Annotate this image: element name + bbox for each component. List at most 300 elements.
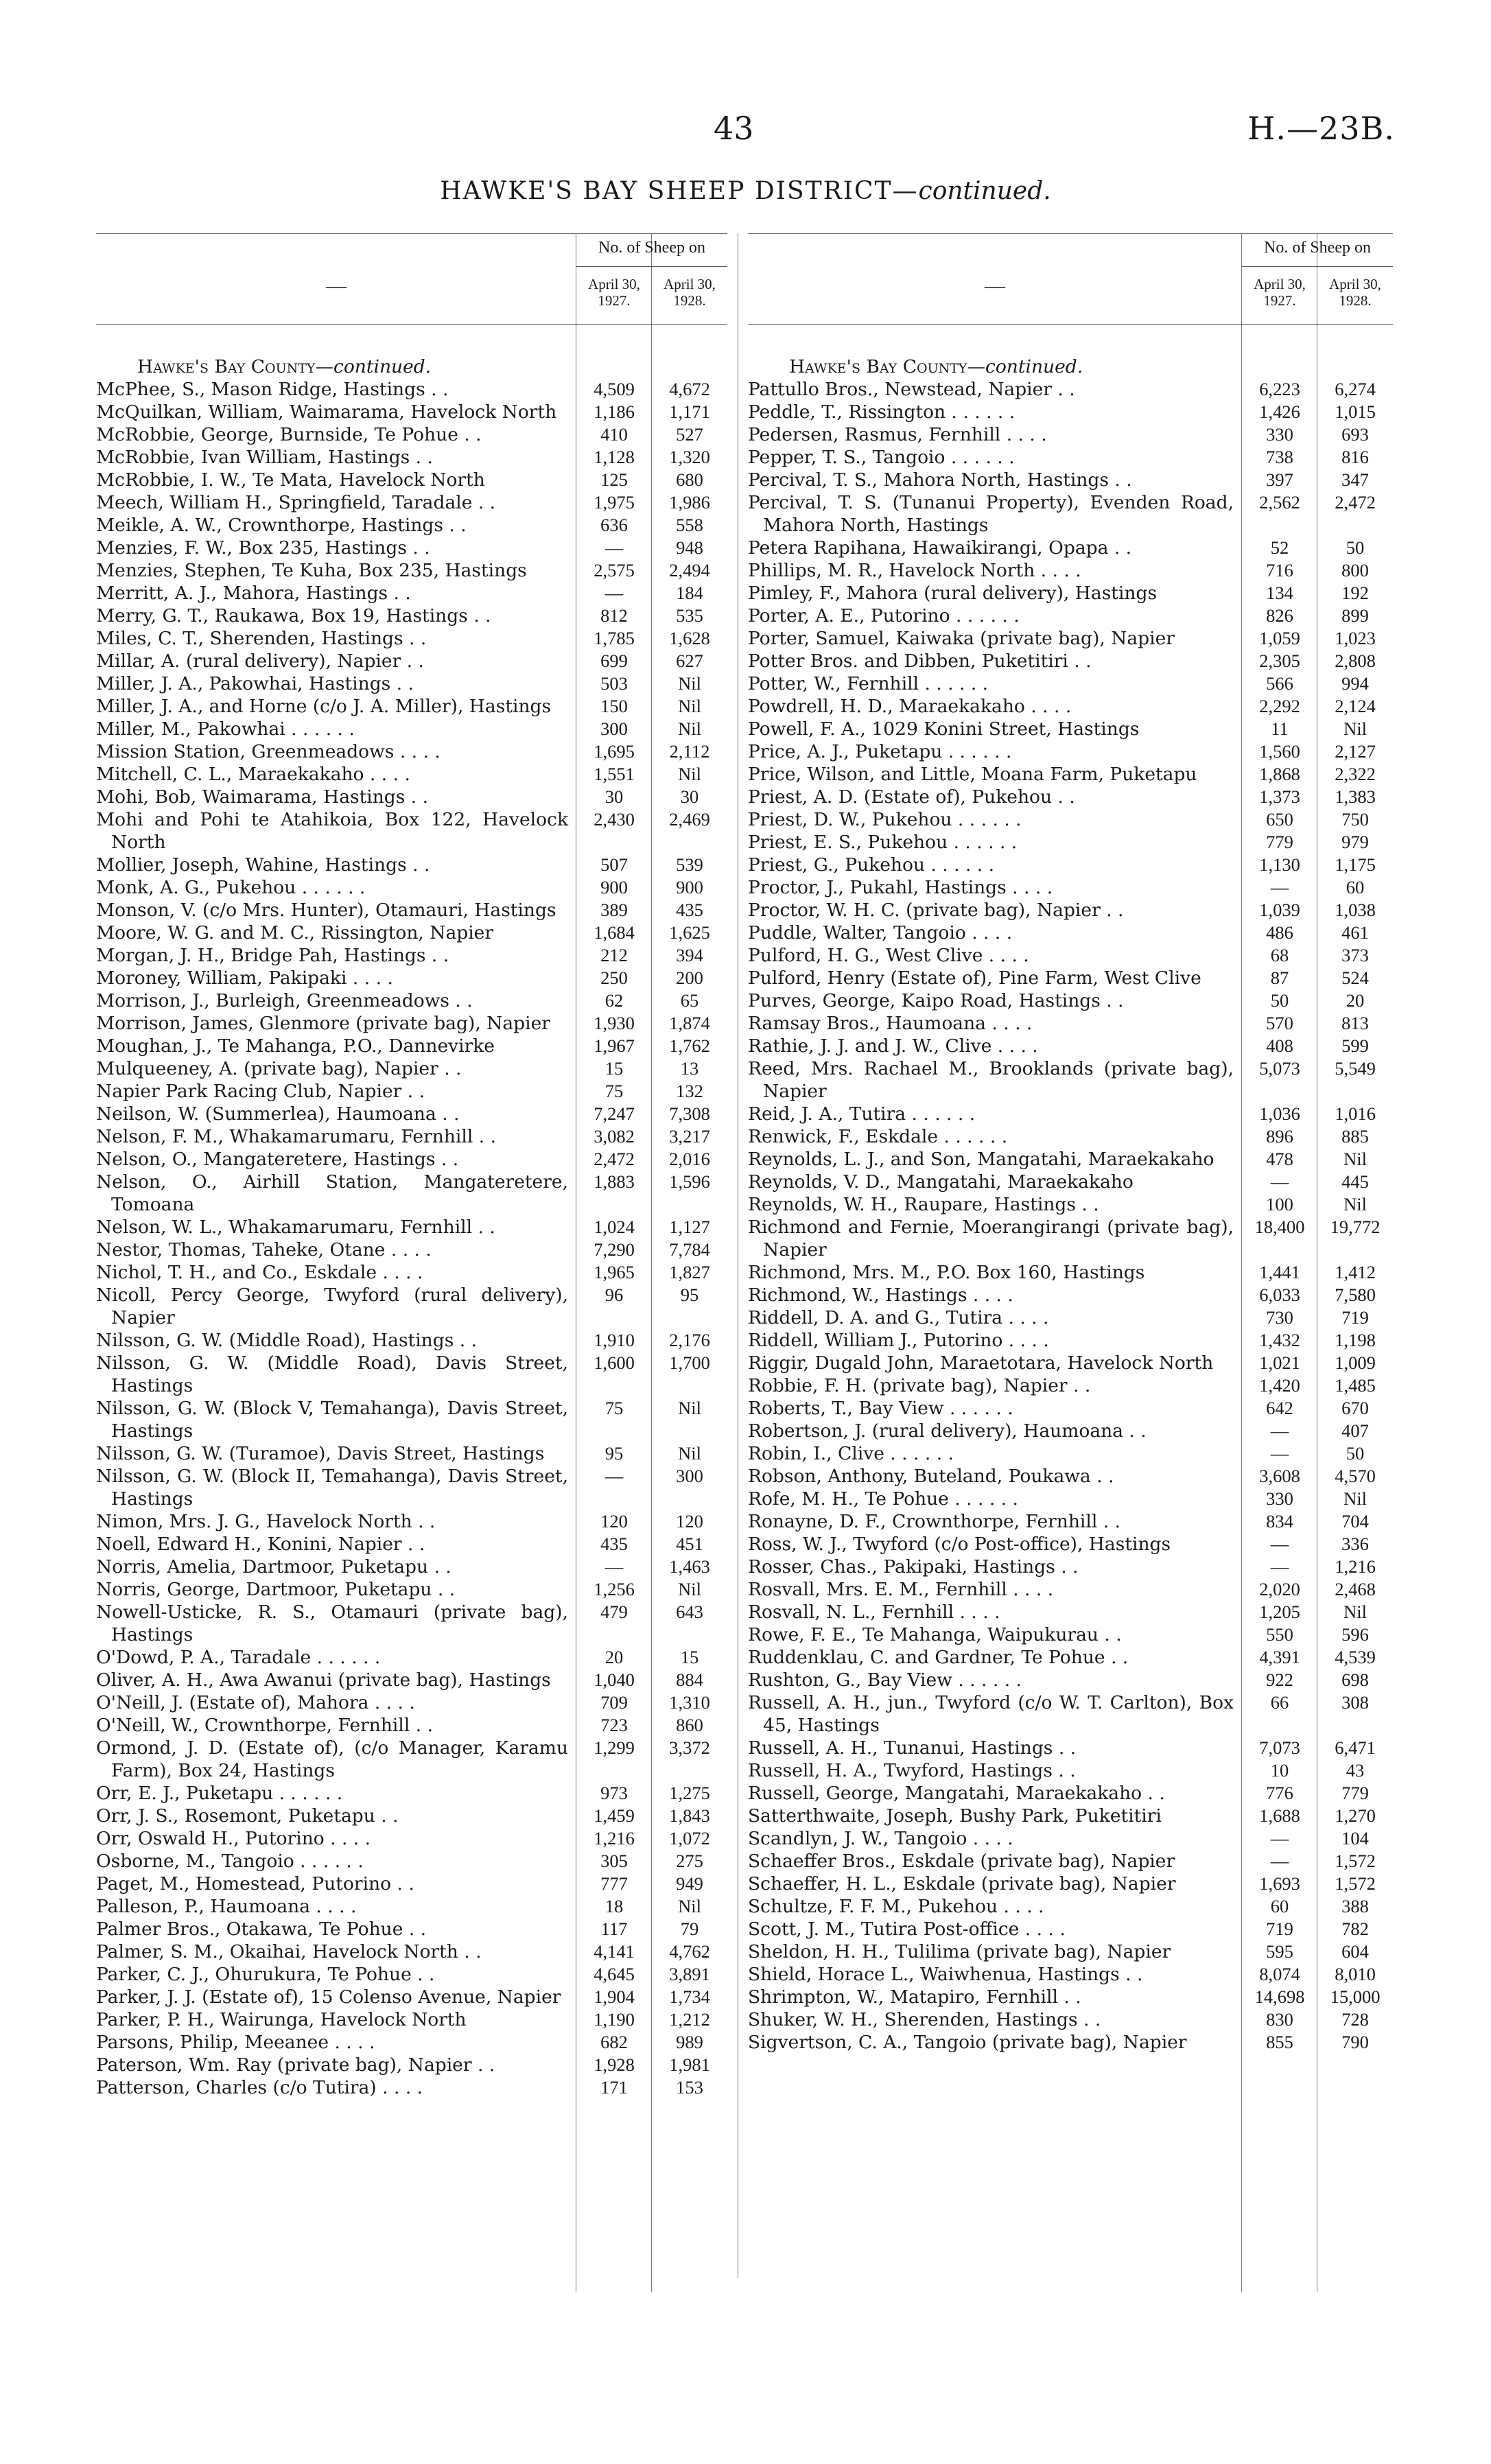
table-row bbox=[748, 559, 1393, 582]
owner-name: Millar, A. (rural delivery), Napier . . bbox=[96, 650, 424, 672]
sheep-1927: 826 bbox=[1266, 605, 1293, 626]
table-row bbox=[96, 1940, 727, 1963]
table-row bbox=[96, 1556, 727, 1578]
owner-name: Schaeffer, H. L., Eskdale (private bag), Napier bbox=[748, 1873, 1176, 1894]
sheep-1927: 973 bbox=[600, 1783, 628, 1803]
table-row bbox=[748, 1329, 1393, 1352]
table-row bbox=[96, 2076, 727, 2099]
owner-name: Schaeffer Bros., Eskdale (private bag), Napier bbox=[748, 1851, 1175, 1872]
sheep-1927: 15 bbox=[604, 1058, 624, 1079]
owner-name: Neilson, W. (Summerlea), Haumoana . . bbox=[96, 1103, 460, 1125]
sheep-1928: Nil bbox=[678, 1443, 701, 1464]
sheep-1928: 445 bbox=[1341, 1171, 1369, 1192]
owner-name: Shield, Horace L., Waiwhenua, Hastings . . bbox=[748, 1964, 1143, 1985]
sheep-1928: 535 bbox=[676, 605, 703, 626]
sheep-1927: 777 bbox=[600, 1873, 628, 1894]
sheep-1927: 6,223 bbox=[1259, 379, 1300, 399]
table-row bbox=[96, 1533, 727, 1556]
sheep-1928: 558 bbox=[676, 515, 703, 535]
sheep-1927: 95 bbox=[604, 1443, 624, 1464]
sheep-1927: 900 bbox=[600, 877, 628, 897]
sheep-1928: 1,762 bbox=[669, 1035, 710, 1056]
sheep-1928: 1,023 bbox=[1335, 628, 1376, 648]
owner-name: Potter, W., Fernhill . . . . . . bbox=[748, 673, 989, 694]
sheep-1927: 595 bbox=[1266, 1941, 1293, 1962]
sheep-1928: 680 bbox=[676, 469, 703, 490]
sheep-1927: 650 bbox=[1266, 809, 1293, 830]
owner-name: Napier Park Racing Club, Napier . . bbox=[96, 1081, 425, 1102]
sheep-1927: 486 bbox=[1266, 922, 1293, 943]
sheep-1928: 3,891 bbox=[669, 1964, 710, 1984]
sheep-1928: 15 bbox=[680, 1647, 699, 1667]
sheep-1928: 782 bbox=[1341, 1919, 1369, 1939]
sheep-1928: 949 bbox=[676, 1873, 703, 1894]
sheep-1927: 8,074 bbox=[1259, 1964, 1300, 1984]
sheep-1928: Nil bbox=[1343, 1601, 1367, 1622]
sheep-1927: 2,430 bbox=[594, 809, 635, 830]
sheep-1928: 7,784 bbox=[669, 1239, 710, 1260]
table-row bbox=[748, 1488, 1393, 1510]
table-row bbox=[748, 1646, 1393, 1669]
table-row bbox=[96, 605, 727, 627]
owner-name: Meech, William H., Springfield, Taradale . . bbox=[96, 492, 496, 513]
header-rule bbox=[576, 266, 727, 267]
owner-name: Rowe, F. E., Te Mahanga, Waipukurau . . bbox=[748, 1624, 1122, 1645]
owner-name: Pulford, H. G., West Clive . . . . bbox=[748, 945, 1029, 966]
sheep-1928: 7,308 bbox=[669, 1103, 710, 1124]
table-row bbox=[748, 1850, 1393, 1873]
table-row bbox=[96, 1737, 727, 1782]
owner-name: Powell, F. A., 1029 Konini Street, Hastings bbox=[748, 718, 1140, 740]
sheep-1927: 75 bbox=[604, 1398, 624, 1418]
table-body bbox=[96, 355, 727, 2099]
sheep-1928: 524 bbox=[1341, 967, 1369, 988]
table-row bbox=[96, 1714, 727, 1737]
sheep-1927: 2,562 bbox=[1259, 492, 1300, 513]
sheep-1928: 539 bbox=[676, 854, 703, 875]
sheep-1927: 738 bbox=[1266, 447, 1293, 467]
table-row bbox=[748, 1352, 1393, 1374]
table-row bbox=[96, 1691, 727, 1714]
sheep-1927: 1,868 bbox=[1259, 764, 1300, 784]
sheep-1928: 1,572 bbox=[1335, 1851, 1376, 1871]
sheep-1927: 1,059 bbox=[1259, 628, 1300, 648]
table-row bbox=[96, 559, 727, 582]
table-row bbox=[96, 989, 727, 1012]
owner-name: Mulqueeney, A. (private bag), Napier . . bbox=[96, 1058, 462, 1079]
table-row bbox=[748, 605, 1393, 627]
table-row bbox=[748, 469, 1393, 491]
table-row bbox=[96, 967, 727, 989]
table-row bbox=[748, 1533, 1393, 1556]
table-row bbox=[748, 695, 1393, 718]
owner-name: Robin, I., Clive . . . . . . bbox=[748, 1443, 954, 1464]
owner-name: Morrison, J., Burleigh, Greenmeadows . . bbox=[96, 990, 473, 1011]
table-row bbox=[748, 1963, 1393, 1986]
table-row bbox=[96, 537, 727, 559]
sheep-1927: 1,459 bbox=[594, 1805, 635, 1826]
table-row bbox=[96, 2031, 727, 2054]
sheep-1928: 4,539 bbox=[1335, 1647, 1376, 1667]
table-row bbox=[748, 718, 1393, 740]
sheep-1927: 7,247 bbox=[594, 1103, 635, 1124]
sheep-1928: 1,212 bbox=[669, 2009, 710, 2030]
sheep-1928: 8,010 bbox=[1335, 1964, 1376, 1984]
table-row bbox=[748, 1782, 1393, 1805]
owner-name: Ross, W. J., Twyford (c/o Post-office), Hastings bbox=[748, 1534, 1171, 1555]
sheep-1927: 1,432 bbox=[1259, 1330, 1300, 1350]
sheep-1928: 899 bbox=[1341, 605, 1369, 626]
sheep-1928: 336 bbox=[1341, 1534, 1369, 1554]
sheep-1928: 461 bbox=[1341, 922, 1369, 943]
owner-name: Rofe, M. H., Te Pohue . . . . . . bbox=[748, 1488, 1018, 1510]
sheep-1927: 1,910 bbox=[594, 1330, 635, 1350]
owner-name: Reynolds, L. J., and Son, Mangatahi, Maraekakaho bbox=[748, 1149, 1214, 1170]
sheep-1927: 776 bbox=[1266, 1783, 1293, 1803]
table-row bbox=[748, 831, 1393, 854]
sheep-1928: 65 bbox=[680, 990, 699, 1011]
sheep-1928: 885 bbox=[1341, 1126, 1369, 1147]
table-header bbox=[96, 233, 727, 326]
header-bottom-rule bbox=[96, 324, 727, 325]
owner-name: Phillips, M. R., Havelock North . . . . bbox=[748, 560, 1081, 581]
owner-name: Nimon, Mrs. J. G., Havelock North . . bbox=[96, 1511, 436, 1532]
table-row bbox=[748, 922, 1393, 944]
owner-name: Pulford, Henry (Estate of), Pine Farm, West Clive bbox=[748, 967, 1201, 989]
table-row bbox=[96, 1465, 727, 1510]
sheep-1927: 570 bbox=[1266, 1013, 1293, 1033]
sheep-1927: 330 bbox=[1266, 424, 1293, 445]
sheep-count-header: No. of Sheep on bbox=[598, 239, 705, 257]
table-row bbox=[748, 1261, 1393, 1284]
table-row bbox=[96, 1986, 727, 2008]
sheep-1927: 62 bbox=[604, 990, 624, 1011]
sheep-1928: 6,274 bbox=[1335, 379, 1376, 399]
table-row bbox=[748, 967, 1393, 989]
table-row bbox=[96, 1329, 727, 1352]
table-row bbox=[748, 537, 1393, 559]
sheep-1927: 2,292 bbox=[1259, 696, 1300, 716]
sheep-1927: 636 bbox=[600, 515, 628, 535]
sheep-1927: 699 bbox=[600, 650, 628, 671]
owner-name: Nelson, O., Mangateretere, Hastings . . bbox=[96, 1149, 459, 1170]
sheep-1927: 408 bbox=[1266, 1035, 1293, 1056]
sheep-1928: 184 bbox=[676, 583, 703, 603]
table-row bbox=[96, 1805, 727, 1827]
sheep-1928: 2,469 bbox=[669, 809, 710, 830]
sheep-1928: 643 bbox=[676, 1601, 703, 1622]
section-heading bbox=[96, 355, 727, 378]
owner-name: Orr, E. J., Puketapu . . . . . . bbox=[96, 1783, 343, 1804]
sheep-1927: 1,883 bbox=[594, 1171, 635, 1192]
sheep-1927: 75 bbox=[604, 1081, 624, 1101]
sheep-1927: — bbox=[1270, 1534, 1289, 1554]
table-row bbox=[748, 672, 1393, 695]
sheep-1927: 4,645 bbox=[594, 1964, 635, 1984]
table-row bbox=[748, 1805, 1393, 1827]
sheep-1927: 716 bbox=[1266, 560, 1293, 580]
owner-name: Scandlyn, J. W., Tangoio . . . . bbox=[748, 1828, 1013, 1849]
sheep-1927: 1,205 bbox=[1259, 1601, 1300, 1622]
table-row bbox=[748, 1171, 1393, 1193]
owner-name: O'Neill, J. (Estate of), Mahora . . . . bbox=[96, 1692, 415, 1713]
sheep-1928: 816 bbox=[1341, 447, 1369, 467]
sheep-1928: 1,216 bbox=[1335, 1556, 1376, 1577]
sheep-1927: 410 bbox=[600, 424, 628, 445]
table-row bbox=[748, 423, 1393, 446]
owner-name: Nowell-Usticke, R. S., Otamauri (private bag), Hastings bbox=[96, 1601, 568, 1645]
table-row bbox=[96, 1261, 727, 1284]
owner-name: Miller, M., Pakowhai . . . . . . bbox=[96, 718, 355, 740]
table-row bbox=[96, 469, 727, 491]
sheep-1928: 1,628 bbox=[669, 628, 710, 648]
owner-name: Noell, Edward H., Konini, Napier . . bbox=[96, 1534, 425, 1555]
sheep-1927: — bbox=[604, 1556, 624, 1577]
owner-name: Monson, V. (c/o Mrs. Hunter), Otamauri, Hastings bbox=[96, 900, 556, 921]
owner-name: Priest, G., Pukehou . . . . . . bbox=[748, 854, 995, 876]
table-row bbox=[748, 1148, 1393, 1171]
year-1928-header: April 30, 1928. bbox=[664, 276, 716, 309]
owner-name: McRobbie, George, Burnside, Te Pohue . . bbox=[96, 424, 482, 445]
table-row bbox=[96, 786, 727, 808]
sheep-1928: 1,986 bbox=[669, 492, 710, 513]
owner-name: Menzies, F. W., Box 235, Hastings . . bbox=[96, 537, 430, 559]
sheep-1927: 723 bbox=[600, 1715, 628, 1735]
sheep-1927: 330 bbox=[1266, 1488, 1293, 1509]
sheep-1928: 1,827 bbox=[669, 1262, 710, 1282]
sheep-1928: 19,772 bbox=[1330, 1217, 1381, 1237]
table-row bbox=[748, 1827, 1393, 1850]
sheep-1927: 812 bbox=[600, 605, 628, 626]
table-row bbox=[96, 1012, 727, 1035]
owner-name: Orr, Oswald H., Putorino . . . . bbox=[96, 1828, 371, 1849]
sheep-1928: Nil bbox=[678, 1896, 701, 1916]
sheep-1928: 15,000 bbox=[1330, 1986, 1381, 2007]
sheep-1927: 1,190 bbox=[594, 2009, 635, 2030]
sheep-1928: 2,124 bbox=[1335, 696, 1376, 716]
sheep-1927: 709 bbox=[600, 1692, 628, 1713]
owner-name: Priest, A. D. (Estate of), Pukehou . . bbox=[748, 786, 1075, 808]
sheep-1927: 20 bbox=[604, 1647, 624, 1667]
page-title bbox=[0, 177, 1491, 205]
sheep-1927: 7,073 bbox=[1259, 1737, 1300, 1758]
table-row bbox=[96, 1284, 727, 1329]
table-row bbox=[96, 1895, 727, 1918]
owner-name: Meikle, A. W., Crownthorpe, Hastings . . bbox=[96, 515, 467, 536]
sheep-1928: 2,127 bbox=[1335, 741, 1376, 762]
sheep-1927: 2,472 bbox=[594, 1149, 635, 1169]
table-row bbox=[748, 1284, 1393, 1306]
owner-name: Ramsay Bros., Haumoana . . . . bbox=[748, 1013, 1033, 1034]
owner-name: Ormond, J. D. (Estate of), (c/o Manager, Karamu Farm), Box 24, Hastings bbox=[96, 1737, 568, 1781]
owner-name: Paterson, Wm. Ray (private bag), Napier . . bbox=[96, 2054, 495, 2076]
table-row bbox=[96, 423, 727, 446]
sheep-1927: 18,400 bbox=[1254, 1217, 1305, 1237]
owner-name: Reid, J. A., Tutira . . . . . . bbox=[748, 1103, 976, 1125]
owner-name: Patterson, Charles (c/o Tutira) . . . . bbox=[96, 2077, 423, 2098]
owner-name: Mitchell, C. L., Maraekakaho . . . . bbox=[96, 764, 410, 785]
table-row bbox=[748, 1103, 1393, 1125]
table-row bbox=[96, 1827, 727, 1850]
table-row bbox=[96, 1510, 727, 1533]
owner-name: Pepper, T. S., Tangoio . . . . . . bbox=[748, 447, 1015, 468]
table-row bbox=[96, 1669, 727, 1691]
table-row bbox=[748, 854, 1393, 876]
table-row bbox=[748, 1374, 1393, 1397]
sheep-1928: 20 bbox=[1346, 990, 1365, 1011]
sheep-1928: 95 bbox=[680, 1284, 699, 1305]
owner-name: Reynolds, W. H., Raupare, Hastings . . bbox=[748, 1194, 1099, 1215]
sheep-1927: 503 bbox=[600, 673, 628, 694]
sheep-1928: 1,412 bbox=[1335, 1262, 1376, 1282]
document-reference: H.—23B. bbox=[1247, 110, 1395, 147]
owner-name: Shrimpton, W., Matapiro, Fernhill . . bbox=[748, 1986, 1081, 2008]
sheep-1928: Nil bbox=[1343, 1488, 1367, 1509]
owner-name: Nilsson, G. W. (Block V, Temahanga), Davis Street, Hastings bbox=[96, 1398, 568, 1442]
table-row bbox=[96, 1125, 727, 1148]
owner-name: Oliver, A. H., Awa Awanui (private bag), Hastings bbox=[96, 1669, 551, 1691]
title-suffix: continued. bbox=[918, 177, 1051, 205]
sheep-1928: 7,580 bbox=[1335, 1284, 1376, 1305]
table-row bbox=[748, 740, 1393, 763]
owner-name: Rosvall, Mrs. E. M., Fernhill . . . . bbox=[748, 1579, 1054, 1600]
sheep-1928: 527 bbox=[676, 424, 703, 445]
sheep-1927: 305 bbox=[600, 1851, 628, 1871]
table-row bbox=[748, 1510, 1393, 1533]
table-row bbox=[748, 786, 1393, 808]
owner-name: Miller, J. A., and Horne (c/o J. A. Miller), Hastings bbox=[96, 696, 552, 717]
owner-name: Schultze, F. F. M., Pukehou . . . . bbox=[748, 1896, 1044, 1917]
table-row bbox=[96, 672, 727, 695]
sheep-1927: 4,141 bbox=[594, 1941, 635, 1962]
sheep-1928: 1,485 bbox=[1335, 1375, 1376, 1396]
sheep-1928: 3,372 bbox=[669, 1737, 710, 1758]
owner-name: Parsons, Philip, Meeanee . . . . bbox=[96, 2032, 375, 2053]
sheep-1928: 104 bbox=[1341, 1828, 1369, 1849]
owner-name: Renwick, F., Eskdale . . . . . . bbox=[748, 1126, 1008, 1147]
sheep-1927: 1,039 bbox=[1259, 900, 1300, 920]
sheep-1927: — bbox=[1270, 1851, 1289, 1871]
sheep-1927: 1,299 bbox=[594, 1737, 635, 1758]
owner-name: Sigvertson, C. A., Tangoio (private bag), Napier bbox=[748, 2032, 1187, 2053]
sheep-1928: 79 bbox=[680, 1919, 699, 1939]
owner-name: McPhee, S., Mason Ridge, Hastings . . bbox=[96, 379, 449, 400]
sheep-1927: 1,560 bbox=[1259, 741, 1300, 762]
table-row bbox=[748, 2008, 1393, 2031]
table-row bbox=[748, 1306, 1393, 1329]
sheep-1927: 1,930 bbox=[594, 1013, 635, 1033]
owner-name: Richmond and Fernie, Moerangirangi (private bag), Napier bbox=[748, 1217, 1234, 1260]
table-row bbox=[96, 1035, 727, 1057]
table-row bbox=[748, 491, 1393, 537]
sheep-1927: 1,695 bbox=[594, 741, 635, 762]
sheep-1927: 2,575 bbox=[594, 560, 635, 580]
table-row bbox=[96, 1646, 727, 1669]
table-row bbox=[748, 378, 1393, 401]
table-header bbox=[748, 233, 1393, 326]
table-row bbox=[748, 582, 1393, 605]
sheep-1928: 347 bbox=[1341, 469, 1369, 490]
owner-name: Nelson, F. M., Whakamarumaru, Fernhill . . bbox=[96, 1126, 496, 1147]
sheep-1927: 896 bbox=[1266, 1126, 1293, 1147]
sheep-1928: 779 bbox=[1341, 1783, 1369, 1803]
owner-name: Porter, A. E., Putorino . . . . . . bbox=[748, 605, 1020, 626]
sheep-1928: 50 bbox=[1346, 537, 1365, 558]
sheep-1927: — bbox=[1270, 1556, 1289, 1577]
sheep-1927: 1,441 bbox=[1259, 1262, 1300, 1282]
sheep-1928: 1,275 bbox=[669, 1783, 710, 1803]
sheep-1927: 642 bbox=[1266, 1398, 1293, 1418]
owner-name: Parker, P. H., Wairunga, Havelock North bbox=[96, 2009, 467, 2030]
owner-name: Proctor, W. H. C. (private bag), Napier . . bbox=[748, 900, 1124, 921]
sheep-1927: 1,965 bbox=[594, 1262, 635, 1282]
owner-name: Morgan, J. H., Bridge Pah, Hastings . . bbox=[96, 945, 449, 966]
sheep-1928: 1,198 bbox=[1335, 1330, 1376, 1350]
owner-name: Mohi, Bob, Waimarama, Hastings . . bbox=[96, 786, 429, 808]
sheep-1928: 2,468 bbox=[1335, 1579, 1376, 1599]
title-main: HAWKE'S BAY SHEEP DISTRICT— bbox=[440, 177, 919, 205]
sheep-1927: 1,216 bbox=[594, 1828, 635, 1849]
sheep-1927: 50 bbox=[1270, 990, 1289, 1011]
table-row bbox=[748, 1623, 1393, 1646]
table-row bbox=[748, 899, 1393, 922]
sheep-1927: 68 bbox=[1270, 945, 1289, 965]
owner-name: Potter Bros. and Dibben, Puketitiri . . bbox=[748, 650, 1092, 672]
sheep-1927: 1,040 bbox=[594, 1669, 635, 1690]
table-row bbox=[748, 1193, 1393, 1216]
sheep-count-header: No. of Sheep on bbox=[1264, 239, 1371, 257]
sheep-1928: 1,625 bbox=[669, 922, 710, 943]
year-1928-header: April 30, 1928. bbox=[1329, 276, 1381, 309]
sheep-1927: 1,904 bbox=[594, 1986, 635, 2007]
sheep-1927: 1,693 bbox=[1259, 1873, 1300, 1894]
table-row bbox=[748, 1691, 1393, 1737]
table-row bbox=[748, 1465, 1393, 1488]
sheep-1928: 4,570 bbox=[1335, 1466, 1376, 1486]
sheep-1927: 1,928 bbox=[594, 2054, 635, 2075]
table-row bbox=[748, 1420, 1393, 1442]
sheep-1928: 6,471 bbox=[1335, 1737, 1376, 1758]
section-label: Hawke's Bay County— bbox=[789, 356, 985, 377]
owner-name: Ruddenklau, C. and Gardner, Te Pohue . . bbox=[748, 1647, 1129, 1668]
table-row bbox=[96, 2008, 727, 2031]
table-row bbox=[748, 1759, 1393, 1782]
owner-name: Paget, M., Homestead, Putorino . . bbox=[96, 1873, 414, 1894]
owner-name: O'Dowd, P. A., Taradale . . . . . . bbox=[96, 1647, 381, 1668]
sheep-1927: 300 bbox=[600, 718, 628, 739]
owner-name: Morrison, James, Glenmore (private bag), Napier bbox=[96, 1013, 550, 1034]
sheep-1928: 750 bbox=[1341, 809, 1369, 830]
sheep-1927: 1,256 bbox=[594, 1579, 635, 1599]
sheep-1928: 394 bbox=[676, 945, 703, 965]
owner-name: Norris, Amelia, Dartmoor, Puketapu . . bbox=[96, 1556, 451, 1577]
table-row bbox=[96, 1918, 727, 1940]
sheep-1928: 1,127 bbox=[669, 1217, 710, 1237]
sheep-1927: 3,082 bbox=[594, 1126, 635, 1147]
owner-name: Nilsson, G. W. (Turamoe), Davis Street, Hastings bbox=[96, 1443, 545, 1464]
owner-name: Shuker, W. H., Sherenden, Hastings . . bbox=[748, 2009, 1101, 2030]
sheep-1928: 728 bbox=[1341, 2009, 1369, 2030]
owner-name: Miles, C. T., Sherenden, Hastings . . bbox=[96, 628, 427, 649]
sheep-1928: 596 bbox=[1341, 1624, 1369, 1645]
owner-name: Nichol, T. H., and Co., Eskdale . . . . bbox=[96, 1262, 423, 1283]
owner-name: Nilsson, G. W. (Middle Road), Hastings . . bbox=[96, 1330, 477, 1351]
sheep-1928: 388 bbox=[1341, 1896, 1369, 1916]
owner-name: Norris, George, Dartmoor, Puketapu . . bbox=[96, 1579, 456, 1600]
sheep-1928: 4,672 bbox=[669, 379, 710, 399]
owner-name: Price, A. J., Puketapu . . . . . . bbox=[748, 741, 1012, 762]
owner-name: O'Neill, W., Crownthorpe, Fernhill . . bbox=[96, 1715, 434, 1736]
